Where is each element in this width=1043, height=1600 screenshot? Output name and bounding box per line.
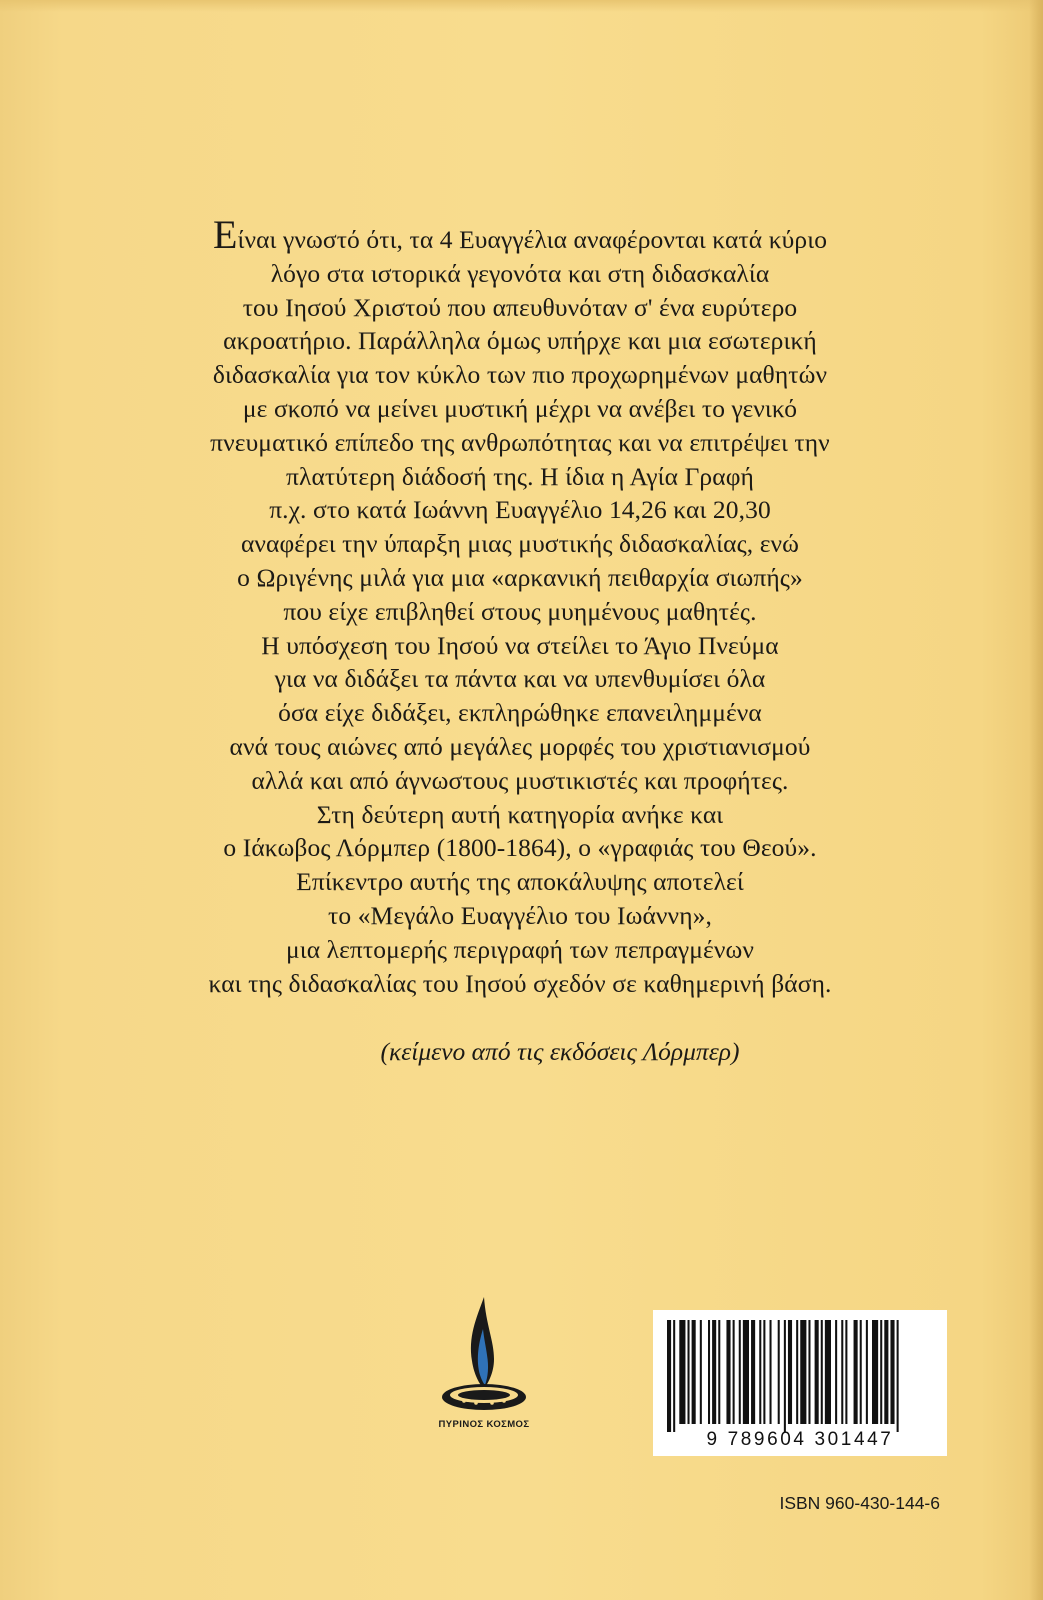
barcode-bar [743,1320,749,1424]
blurb-line: ο Ωριγένης μιλά για μια «αρκανική πειθαρχία σιωπής» [237,562,803,592]
isbn-label: ISBN 960-430-144-6 [779,1493,940,1513]
barcode-bar [667,1320,671,1432]
blurb-line: λόγο στα ιστορικά γεγονότα και στη διδασκαλία [270,258,770,288]
barcode-bar [825,1320,831,1424]
barcode-bar [808,1320,810,1424]
blurb-line: Επίκεντρο αυτής της αποκάλυψης αποτελεί [296,867,744,897]
cover-top-edge [0,0,1043,12]
blurb-line: το «Μεγάλο Ευαγγέλιο του Ιωάννη», [328,900,712,930]
barcode-bar [692,1320,696,1424]
blurb-line: του Ιησού Χριστού που απευθυνόταν σ' ένα ευρύτερο [242,292,798,322]
cover-right-edge [1029,0,1043,1600]
blurb-line: μια λεπτομερής περιγραφή των πεπραγμένων [285,934,755,964]
blurb-line: για να διδάξει τα πάντα και να υπενθυμίσει όλα [274,664,766,694]
barcode-bar [739,1320,741,1424]
blurb-line: ανά τους αιώνες από μεγάλες μορφές του χριστιανισμού [229,731,811,761]
blurb-first-line-text: ίναι γνωστό ότι, τα 4 Ευαγγέλια αναφέρονται κατά κύριο [237,225,828,254]
blurb-line-1 [80,212,960,257]
blurb-line: αλλά και από άγνωστους μυστικιστές και προφήτες. [251,765,789,795]
barcode-bar [708,1320,710,1424]
barcode-bar [897,1320,899,1432]
barcode-bar [763,1320,765,1424]
barcode-bar [712,1320,716,1424]
barcode-bar [770,1320,772,1424]
blurb-line: αναφέρει την ύπαρξη μιας μυστικής διδασκαλίας, ενώ [240,529,800,559]
barcode-bar [718,1320,720,1424]
barcode-bar [759,1320,761,1424]
drop-cap: Ε [212,212,238,257]
blurb-line: πνευματικό επίπεδο της ανθρωπότητας και να επιτρέψει την [210,427,830,457]
blurb-line: ο Ιάκωβος Λόρμπερ (1800-1864), ο «γραφιάς του Θεού». [223,833,817,863]
barcode-bar [841,1320,843,1424]
blurb-line: με σκοπό να μείνει μυστική μέχρι να ανέβει το γενικό [242,393,798,423]
blurb-credit: (κείμενο από τις εκδόσεις Λόρμπερ) [380,1037,740,1066]
publisher-name: ΠΥΡΙΝΟΣ ΚΟΣΜΟΣ [438,1419,530,1430]
barcode-bar [821,1320,823,1424]
barcode-bar [679,1320,685,1424]
barcode-bar [890,1320,894,1424]
barcode-bar [845,1320,847,1424]
blurb-line: όσα είχε διδάξει, εκπληρώθηκε επανειλημμένα [278,698,762,728]
blurb-line: Στη δεύτερη αυτή κατηγορία ανήκε και [316,799,724,829]
blurb-line: Η υπόσχεση του Ιησού να στείλει το Άγιο Πνεύμα [261,630,779,660]
barcode-bar [778,1320,780,1424]
blurb-line: που είχε επιβληθεί στους μυημένους μαθητές. [283,596,757,626]
barcode-bar [884,1320,888,1424]
barcode-bar [796,1320,798,1424]
barcode-bar [688,1320,690,1424]
barcode-number: 9 789604 301447 [706,1429,894,1450]
blurb-line: πλατύτερη διάδοσή της. Η ίδια η Αγία Γραφή [286,461,754,491]
barcode-bar [700,1320,702,1424]
barcode-bar [880,1320,882,1424]
barcode-bar [854,1320,858,1424]
barcode-bar [733,1320,735,1424]
barcode-bar [800,1320,806,1424]
barcode-bar [860,1320,862,1424]
back-cover-blurb [80,212,960,1000]
barcode-bar [726,1320,730,1424]
flame-lamp-icon [424,1289,544,1419]
blurb-line: π.χ. στο κατά Ιωάννη Ευαγγέλιο 14,26 και 20,30 [269,495,771,525]
blurb-line: διδασκαλία για τον κύκλο των πιο προχωρημένων μαθητών [212,360,828,390]
barcode-bar [872,1320,878,1424]
blurb-line: ακροατήριο. Παράλληλα όμως υπήρχε και μια εσωτερική [223,326,817,356]
blurb-line: και της διδασκαλίας του Ιησού σχεδόν σε καθημερινή βάση. [208,968,832,998]
barcode-bar [751,1320,755,1424]
barcode-bar [784,1320,786,1432]
barcode-bar [788,1320,792,1424]
barcode-bar [673,1320,675,1432]
barcode-bar [815,1320,819,1424]
barcode-bar [866,1320,868,1424]
barcode-bar [835,1320,837,1424]
